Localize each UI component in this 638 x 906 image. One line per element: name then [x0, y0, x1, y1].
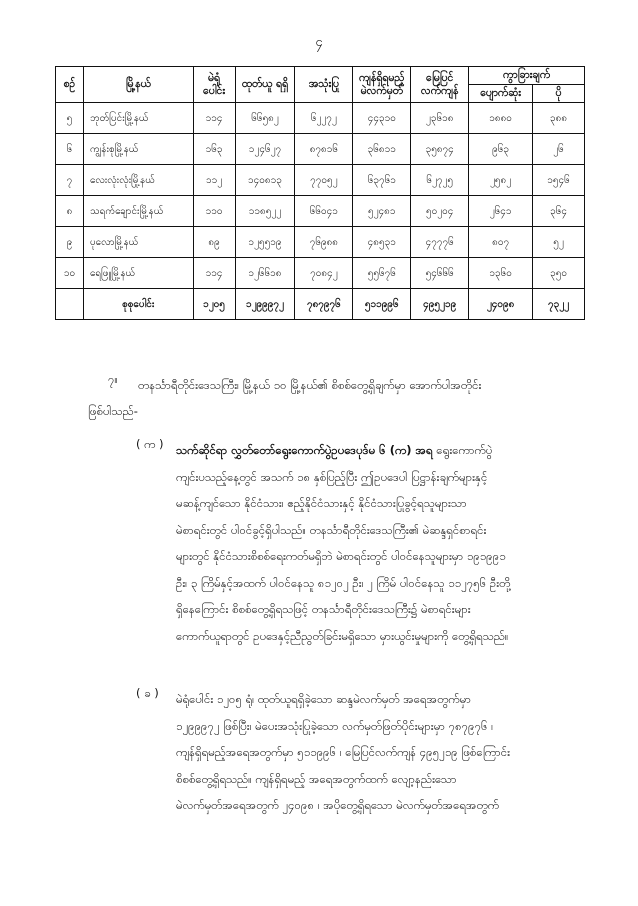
- cell-actual: ၄၇၇၇၆: [411, 227, 469, 258]
- cell-actual: ၂၃၆၁၈: [411, 103, 469, 134]
- header-remaining-ballots: ကျန်ရှိရမည့် မဲလက်မှတ်: [353, 67, 411, 103]
- header-used: အသုံးပြု: [295, 67, 353, 103]
- cell-used: ၇၀၈၄၂: [295, 258, 353, 289]
- cell-remaining: ၄၄၃၁၀: [353, 103, 411, 134]
- item-line: မဆန့်ကျင်သော နိုင်ငံသား၊ ဧည့်နိုင်ငံသားနှင့် နိုင်ငံသားပြုခွင့်ရသူများသာ: [176, 496, 467, 510]
- header-actual-remaining: မြေပြင် လက်ကျန်: [411, 67, 469, 103]
- cell-stations: ၈၉: [193, 227, 235, 258]
- item-text: [176, 437, 586, 649]
- total-received: ၁၂၉၉၉၇၂: [235, 289, 295, 320]
- cell-lost: ၈၀၇: [469, 227, 533, 258]
- item-line: ရွေးကောက်ပွဲ: [436, 443, 493, 457]
- table-row: [56, 103, 585, 134]
- cell-stations: ၁၁၂: [193, 165, 235, 196]
- cell-township: ရေဖြူမြို့နယ်: [83, 258, 193, 289]
- cell-received: ၁၁၈၅၂၂: [235, 196, 295, 227]
- cell-extra: ၃၅၀: [533, 258, 585, 289]
- item-line: ၁၂၉၉၉၇၂ ဖြစ်ပြီး၊ မဲပေးအသုံးပြုခဲ့သော လက်မှတ်ဖြတ်ပိုင်းများမှာ ၇၈၇၉၇၆ ၊: [176, 718, 494, 733]
- cell-received: ၁၄၀၈၁၃: [235, 165, 295, 196]
- cell-extra: ၅၂: [533, 227, 585, 258]
- paragraph-intro-line: ဖြစ်ပါသည်-: [88, 404, 138, 418]
- cell-used: ၇၆၉၈၈: [295, 227, 353, 258]
- item-line: ရှိနေကြောင်း စိစစ်တွေ့ရှိရသဖြင့် တနင်္သာရီတိုင်းဒေသကြီး၌ မဲစာရင်းများ: [176, 602, 471, 616]
- cell-township: ပုလောမြို့နယ်: [83, 227, 193, 258]
- cell-no: ၅: [56, 103, 84, 134]
- cell-remaining: ၄၈၅၃၁: [353, 227, 411, 258]
- cell-lost: ၁၈၈၀: [469, 103, 533, 134]
- table-row: [56, 227, 585, 258]
- cell-remaining: ၅၂၄၈၁: [353, 196, 411, 227]
- cell-extra: ၃၈၈: [533, 103, 585, 134]
- cell-lost: ၂၅၈၂: [469, 165, 533, 196]
- cell-actual: ၆၂၇၂၅: [411, 165, 469, 196]
- total-lost: ၂၄၀၉၈: [469, 289, 533, 320]
- cell-township: ဘုတ်ပြင်းမြို့နယ်: [83, 103, 193, 134]
- header-shortage: ပျောက်ဆုံး: [469, 85, 533, 103]
- cell-stations: ၁၁၄: [193, 258, 235, 289]
- cell-used: ၇၇၀၅၂: [295, 165, 353, 196]
- item-lead-bold: သက်ဆိုင်ရာ လွှတ်တော်ရွေးကောက်ပွဲဥပဒေပုဒ်မ ၆ (က) အရ: [176, 443, 433, 457]
- cell-lost: ၁၃၆၀: [469, 258, 533, 289]
- item-line: ကောက်ယူရာတွင် ဥပဒေနှင့်ညီညွတ်ခြင်းမရှိသော မှားယွင်းမှုများကို တွေ့ရှိရသည်။: [176, 628, 509, 643]
- table-row: [56, 165, 585, 196]
- cell-township: ကျွန်းစုမြို့နယ်: [83, 134, 193, 165]
- cell-no: ၈: [56, 196, 84, 227]
- cell-lost: ၂၆၄၁: [469, 196, 533, 227]
- total-remaining: ၅၁၁၉၉၆: [353, 289, 411, 320]
- cell-remaining: ၅၅၆၇၆: [353, 258, 411, 289]
- cell-stations: ၁၆၃: [193, 134, 235, 165]
- table-row: [56, 196, 585, 227]
- cell-township: လေးလုံးလုံးမြို့နယ်: [83, 165, 193, 196]
- cell-no: ၆: [56, 134, 84, 165]
- cell-received: ၁၂၅၅၁၉: [235, 227, 295, 258]
- table-row: [56, 258, 585, 289]
- item-line: ကျင်းပသည့်နေ့တွင် အသက် ၁၈ နှစ်ပြည့်ပြီး ဤဥပဒေပါ ပြဋ္ဌာန်းချက်များနှင့်: [176, 469, 488, 484]
- cell-blank: [56, 289, 84, 320]
- header-ballots-received: ထုတ်ယူ ရရှိ: [235, 67, 295, 103]
- cell-lost: ၉၆၃: [469, 134, 533, 165]
- total-used: ၇၈၇၉၇၆: [295, 289, 353, 320]
- paragraph-number: ၇။: [108, 372, 118, 386]
- item-label: ( က ): [136, 437, 164, 451]
- item-line: မဲစာရင်းတွင် ပါဝင်ခွင့်ရှိပါသည်။ တနင်္သာရီတိုင်းဒေသကြီး၏ မဲဆန္ဒရှင်စာရင်း: [176, 522, 487, 537]
- cell-no: ၇: [56, 165, 84, 196]
- item-line: ကျန်ရှိရမည့်အရေအတွက်မှာ ၅၁၁၉၉၆ ၊ မြေပြင်လက်ကျန် ၄၉၅၂၁၉ ဖြစ်ကြောင်း: [176, 745, 511, 759]
- table-row: [56, 134, 585, 165]
- header-difference: ကွာခြားချက်: [469, 67, 585, 85]
- total-label: စုစုပေါင်း: [83, 289, 193, 320]
- header-township: မြို့နယ်: [83, 67, 193, 103]
- header-no: စဉ်: [56, 67, 84, 103]
- total-stations: ၁၂၀၅: [193, 289, 235, 320]
- item-line: များတွင် နိုင်ငံသားစိစစ်ရေးကတ်မရှိဘဲ မဲစာရင်းတွင် ပါဝင်နေသူများမှာ ၁၉၁၉၉၁: [176, 549, 506, 563]
- results-table: [55, 66, 585, 320]
- cell-no: ၉: [56, 227, 84, 258]
- cell-township: သရက်ချောင်းမြို့နယ်: [83, 196, 193, 227]
- cell-remaining: ၆၃၇၆၁: [353, 165, 411, 196]
- cell-actual: ၅၀၂၀၄: [411, 196, 469, 227]
- cell-received: ၆၆၅၈၂: [235, 103, 295, 134]
- header-polling-stations: မဲရုံ ပေါင်း: [193, 67, 235, 103]
- header-excess: ပို: [533, 85, 585, 103]
- item-line: မဲလက်မှတ်အရေအတွက် ၂၄၀၉၈ ၊ အပိုတွေ့ရှိရသော မဲလက်မှတ်အရေအတွက်: [176, 798, 500, 812]
- item-label: ( ခ ): [136, 686, 159, 700]
- cell-used: ၈၇၈၁၆: [295, 134, 353, 165]
- cell-stations: ၁၁၀: [193, 196, 235, 227]
- cell-stations: ၁၁၄: [193, 103, 235, 134]
- table-body: [56, 103, 585, 320]
- cell-extra: ၁၅၄၆: [533, 165, 585, 196]
- cell-actual: ၃၅၈၇၄: [411, 134, 469, 165]
- cell-remaining: ၃၆၈၁၁: [353, 134, 411, 165]
- paragraph-intro-line: တနင်္သာရီတိုင်းဒေသကြီး၊ မြို့နယ် ၁၀ မြို့နယ်၏ စိစစ်တွေ့ရှိချက်မှာ အောက်ပါအတိုင်း: [138, 378, 482, 392]
- cell-extra: ၂၆: [533, 134, 585, 165]
- cell-used: ၆၂၂၇၂: [295, 103, 353, 134]
- item-line: စိစစ်တွေ့ရှိရသည်။ ကျန်ရှိရမည့် အရေအတွက်ထက် လျော့နည်းသော: [176, 771, 457, 786]
- cell-actual: ၅၄၆၆၆: [411, 258, 469, 289]
- total-row: [56, 289, 585, 320]
- page-number: ၄: [315, 35, 323, 50]
- cell-received: ၁၂၆၆၁၈: [235, 258, 295, 289]
- cell-used: ၆၆၀၄၁: [295, 196, 353, 227]
- item-line: ဦး၊ ၃ ကြိမ်နှင့်အထက် ပါဝင်နေသူ ၈၁၂၀၂ ဦး၊ ၂ ကြိမ် ပါဝင်နေသူ ၁၁၂၇၅၆ ဦးတို့: [176, 575, 511, 590]
- cell-extra: ၃၆၄: [533, 196, 585, 227]
- total-actual: ၄၉၅၂၁၉: [411, 289, 469, 320]
- total-extra: ၇၃၂၂: [533, 289, 585, 320]
- item-text: [176, 686, 586, 819]
- cell-received: ၁၂၄၆၂၇: [235, 134, 295, 165]
- item-line: မဲရုံပေါင်း ၁၂၀၅ ရုံ၊ ထုတ်ယူရရှိခဲ့သော ဆန္ဒမဲလက်မှတ် အရေအတွက်မှာ: [176, 692, 471, 706]
- cell-no: ၁၀: [56, 258, 84, 289]
